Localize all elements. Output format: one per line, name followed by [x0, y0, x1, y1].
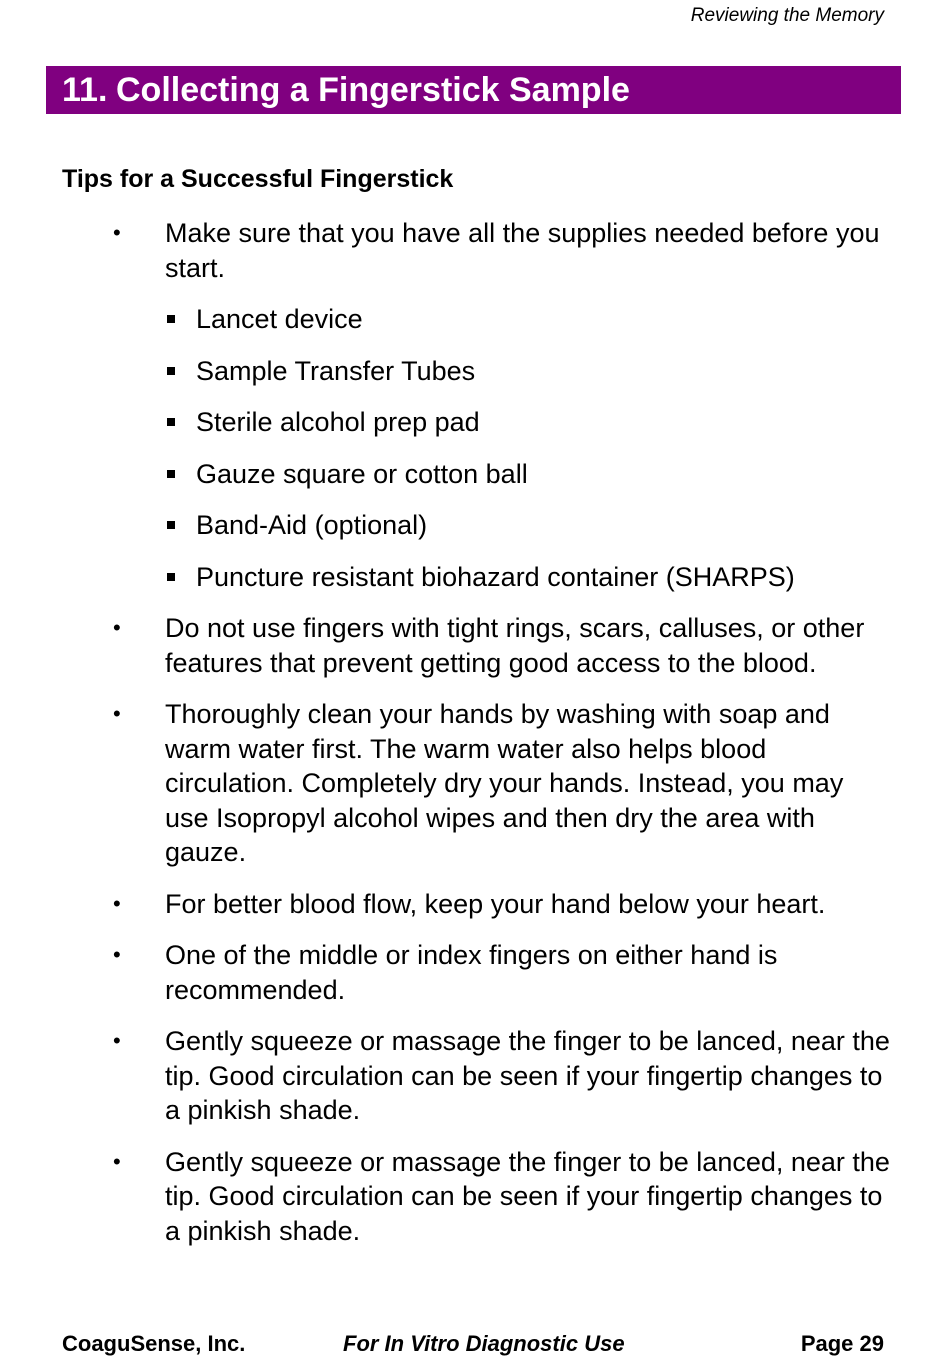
supply-item — [0, 302, 950, 337]
bullet-icon: • — [113, 942, 121, 967]
tips-list — [0, 216, 950, 1265]
tips-subheading: Tips for a Successful Fingerstick — [62, 165, 454, 193]
supply-item — [0, 560, 950, 595]
square-bullet-icon — [167, 521, 175, 529]
supply-text: Band-Aid (optional) — [196, 510, 428, 540]
tip-item — [0, 887, 950, 922]
section-number: 11. — [62, 70, 108, 109]
supply-item — [0, 457, 950, 492]
square-bullet-icon — [167, 367, 175, 375]
bullet-icon: • — [113, 220, 121, 245]
square-bullet-icon — [167, 573, 175, 581]
supply-text: Sample Transfer Tubes — [196, 355, 476, 386]
tip-text: One of the middle or index fingers on either hand is recommended. — [165, 940, 778, 1005]
bullet-icon: • — [113, 615, 121, 640]
running-header: Reviewing the Memory — [690, 5, 884, 26]
tip-item — [0, 938, 950, 1007]
tip-text: For better blood flow, keep your hand below your heart. — [165, 888, 826, 919]
tip-item — [0, 1145, 950, 1249]
section-title-banner — [46, 66, 901, 114]
tip-item — [0, 216, 950, 285]
supply-item — [0, 354, 950, 389]
footer-notice: For In Vitro Diagnostic Use — [343, 1331, 625, 1356]
square-bullet-icon — [167, 315, 175, 323]
supply-text: Gauze square or cotton ball — [196, 458, 528, 489]
tip-text: Thoroughly clean your hands by washing with soap and warm water first. The warm water also helps blood circulation. Completely dry your hands. Instead, you may use Isopropyl alcohol wipes and then dry the area with gauze. — [165, 699, 844, 867]
section-title: Collecting a Fingerstick Sample — [116, 70, 630, 109]
tip-text: Gently squeeze or massage the finger to be lanced, near the tip. Good circulation can be seen if your fingertip changes to a pinkish shade. — [165, 1146, 890, 1246]
supply-text: Puncture resistant biohazard container (SHARPS) — [196, 561, 795, 592]
square-bullet-icon — [167, 470, 175, 478]
supply-item — [0, 508, 950, 543]
tip-text: Make sure that you have all the supplies needed before you start. — [165, 218, 880, 283]
tip-text: Do not use fingers with tight rings, scars, calluses, or other features that prevent getting good access to the blood. — [165, 613, 865, 678]
footer-page-number: Page 29 — [800, 1331, 884, 1356]
supply-text: Lancet device — [196, 304, 363, 334]
tip-item — [0, 611, 950, 680]
tip-item — [0, 1024, 950, 1128]
supply-text: Sterile alcohol prep pad — [196, 407, 480, 437]
square-bullet-icon — [167, 418, 175, 426]
supply-item — [0, 405, 950, 440]
bullet-icon: • — [113, 1148, 121, 1174]
bullet-icon: • — [113, 890, 121, 916]
bullet-icon: • — [113, 701, 121, 726]
footer-company: CoaguSense, Inc. — [62, 1331, 246, 1356]
bullet-icon: • — [113, 1028, 121, 1053]
tip-item — [0, 697, 950, 870]
tip-text: Gently squeeze or massage the finger to be lanced, near the tip. Good circulation can be seen if your fingertip changes to a pinkish shade. — [165, 1026, 890, 1125]
